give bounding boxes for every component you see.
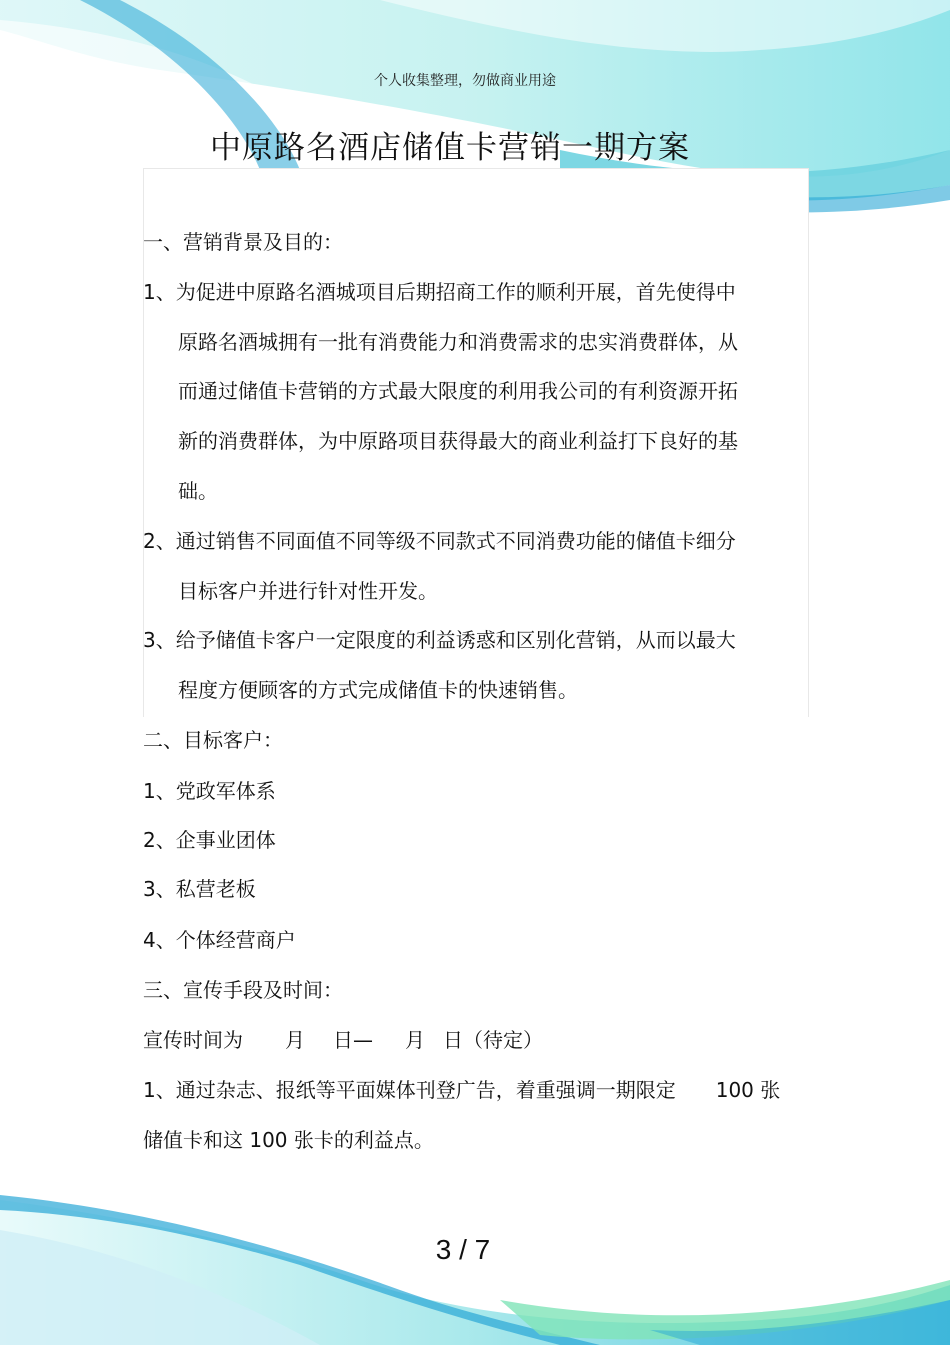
time-day-1: 日— [333,1028,373,1052]
paragraph-tail: 100 张 [715,1078,781,1102]
time-month-2: 月 [405,1028,425,1052]
paragraph-text: 1、通过杂志、报纸等平面媒体刊登广告，着重强调一期限定 [143,1078,676,1102]
paragraph-line: 目标客户并进行针对性开发。 [178,579,438,603]
list-item: 1、党政军体系 [143,779,276,803]
paragraph-line: 2、通过销售不同面值不同等级不同款式不同消费功能的储值卡细分 [143,529,736,553]
paragraph-line [143,1075,780,1105]
paragraph-line: 而通过储值卡营销的方式最大限度的利用我公司的有利资源开拓 [178,379,738,403]
section-heading-1: 一、营销背景及目的： [143,230,343,254]
section-heading-3: 三、宣传手段及时间： [143,978,343,1002]
paragraph-line: 3、给予储值卡客户一定限度的利益诱惑和区别化营销，从而以最大 [143,628,736,652]
list-item: 2、企事业团体 [143,828,276,852]
paragraph-line: 础。 [178,479,218,503]
time-prefix: 宣传时间为 [143,1028,243,1052]
paragraph-line: 1、为促进中原路名酒城项目后期招商工作的顺利开展，首先使得中 [143,280,736,304]
paragraph-line: 程度方便顾客的方式完成储值卡的快速销售。 [178,678,578,702]
time-month-1: 月 [285,1028,305,1052]
publicity-time-line [143,1025,543,1055]
paragraph-line: 储值卡和这 100 张卡的利益点。 [143,1128,434,1152]
section-heading-2: 二、目标客户： [143,728,283,752]
list-item: 3、私营老板 [143,877,256,901]
document-title: 中原路名酒店储值卡营销一期方案 [210,130,690,166]
paragraph-line: 新的消费群体，为中原路项目获得最大的商业利益打下良好的基 [178,429,738,453]
page-number: 3 / 7 [435,1234,491,1265]
time-day-2: 日（待定） [443,1028,543,1052]
header-note: 个人收集整理，勿做商业用途 [374,73,556,89]
list-item: 4、个体经营商户 [143,928,296,952]
paragraph-line: 原路名酒城拥有一批有消费能力和消费需求的忠实消费群体，从 [178,330,738,354]
